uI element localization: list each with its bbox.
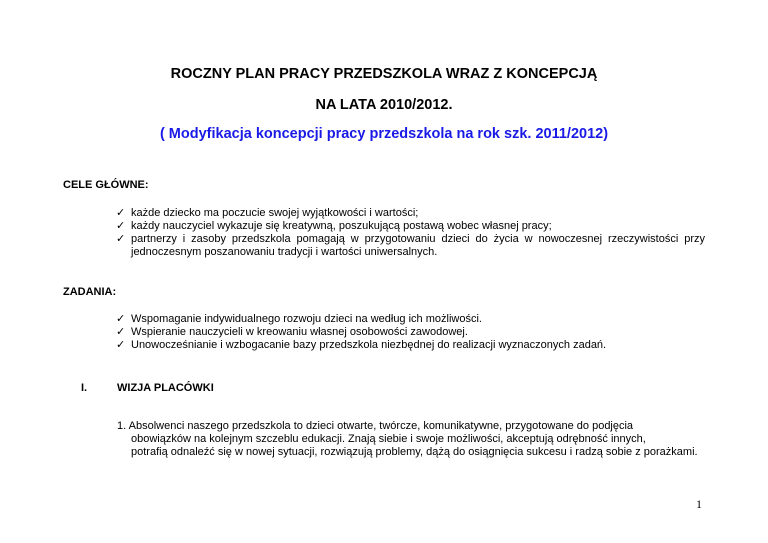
checkmark-icon: ✓ xyxy=(116,232,126,245)
vision-paragraph-line: obowiązków na kolejnym szczeblu edukacji. Znają siebie i swoje możliwości, akceptują odrębność innych, xyxy=(131,433,646,445)
vision-paragraph-line: 1. Absolwenci naszego przedszkola to dzieci otwarte, twórcze, komunikatywne, przygotowane do podjęcia xyxy=(117,420,634,432)
document-title-line1: ROCZNY PLAN PRACY PRZEDSZKOLA WRAZ Z KONCEPCJĄ xyxy=(170,66,598,82)
page-number: 1 xyxy=(696,497,702,511)
goal-item: każde dziecko ma poczucie swojej wyjątkowości i wartości; xyxy=(131,207,419,219)
section-number: I. xyxy=(81,382,88,394)
checkmark-icon: ✓ xyxy=(116,219,126,232)
checkmark-icon: ✓ xyxy=(116,206,126,219)
goal-item: każdy nauczyciel wykazuje się kreatywną, poszukującą postawą wobec własnej pracy; xyxy=(131,220,552,232)
checkmark-icon: ✓ xyxy=(116,312,126,325)
goal-item-continuation: jednoczesnym poszanowaniu tradycji i wartości uniwersalnych. xyxy=(131,246,438,258)
vision-paragraph-line: potrafią odnaleźć się w nowej sytuacji, rozwiązują problemy, dążą do osiągnięcia sukcesu i radzą sobie z porażkami. xyxy=(131,446,698,458)
document-subtitle: ( Modyfikacja koncepcji pracy przedszkola na rok szk. 2011/2012) xyxy=(159,126,609,142)
goals-heading: CELE GŁÓWNE: xyxy=(63,179,149,191)
task-item: Wspieranie nauczycieli w kreowaniu własnej osobowości zawodowej. xyxy=(131,326,468,338)
section-title: WIZJA PLACÓWKI xyxy=(117,382,214,394)
checkmark-icon: ✓ xyxy=(116,338,126,351)
goal-item: partnerzy i zasoby przedszkola pomagają w przygotowaniu dzieci do życia w nowoczesnej rzeczywistości przy xyxy=(131,233,705,245)
tasks-heading: ZADANIA: xyxy=(63,286,117,298)
task-item: Unowocześnianie i wzbogacanie bazy przedszkola niezbędnej do realizacji wyznaczonych zadań. xyxy=(131,339,607,351)
task-item: Wspomaganie indywidualnego rozwoju dzieci na według ich możliwości. xyxy=(131,313,482,325)
checkmark-icon: ✓ xyxy=(116,325,126,338)
document-title-line2: NA LATA 2010/2012. xyxy=(315,97,453,113)
